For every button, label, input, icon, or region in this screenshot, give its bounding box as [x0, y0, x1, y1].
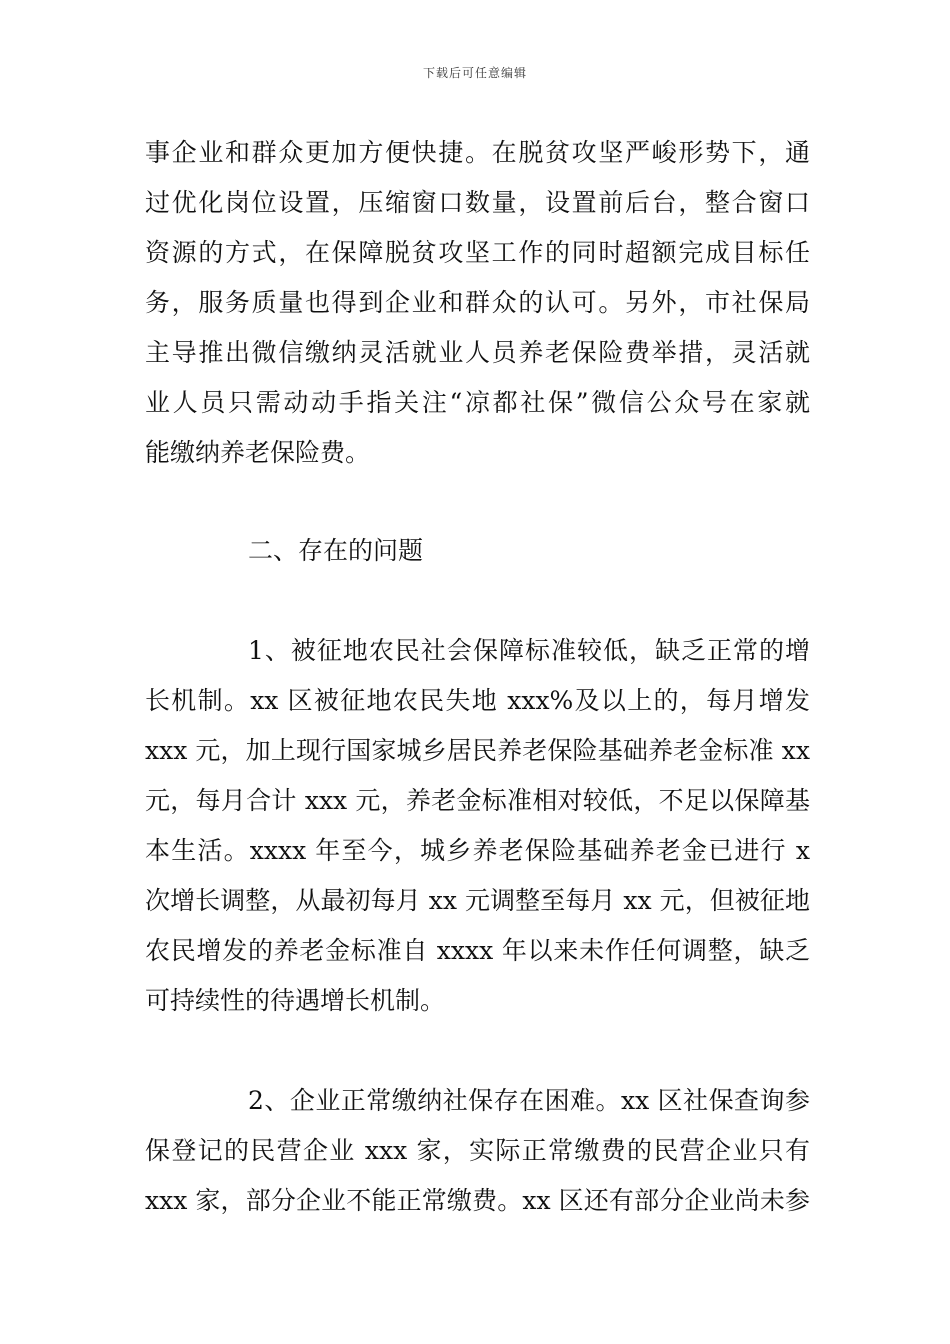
- paragraph-line: xxx 元，加上现行国家城乡居民养老保险基础养老金标准 xx: [145, 736, 810, 765]
- paragraph-line: 资源的方式，在保障脱贫攻坚工作的同时超额完成目标任: [145, 238, 810, 267]
- paragraph-line: 2、企业正常缴纳社保存在困难。xx 区社保查询参: [248, 1086, 810, 1115]
- paragraph-line: 元，每月合计 xxx 元，养老金标准相对较低，不足以保障基: [145, 786, 810, 815]
- paragraph-line: 农民增发的养老金标准自 xxxx 年以来未作任何调整，缺乏: [145, 936, 810, 965]
- paragraph-line: 可持续性的待遇增长机制。: [145, 986, 446, 1015]
- section-heading: 二、存在的问题: [248, 536, 424, 565]
- paragraph-line: 过优化岗位设置，压缩窗口数量，设置前后台，整合窗口: [145, 188, 810, 217]
- paragraph-1: [145, 128, 810, 478]
- paragraph-line: 本生活。xxxx 年至今，城乡养老保险基础养老金已进行 x: [145, 836, 810, 865]
- page-header: 下载后可任意编辑: [422, 66, 527, 80]
- paragraph-3: [145, 1076, 810, 1226]
- paragraph-line: 次增长调整，从最初每月 xx 元调整至每月 xx 元，但被征地: [145, 886, 810, 915]
- paragraph-line: xxx 家，部分企业不能正常缴费。xx 区还有部分企业尚未参: [145, 1186, 810, 1215]
- paragraph-line: 业人员只需动动手指关注“凉都社保”微信公众号在家就: [145, 388, 810, 417]
- paragraph-line: 能缴纳养老保险费。: [145, 438, 371, 467]
- paragraph-line: 长机制。xx 区被征地农民失地 xxx%及以上的，每月增发: [145, 686, 810, 715]
- paragraph-line: 保登记的民营企业 xxx 家，实际正常缴费的民营企业只有: [145, 1136, 810, 1165]
- paragraph-line: 事企业和群众更加方便快捷。在脱贫攻坚严峻形势下，通: [145, 138, 810, 167]
- paragraph-2: [145, 626, 810, 1026]
- spacer: [145, 1026, 810, 1076]
- spacer: [145, 576, 810, 626]
- paragraph-line: 1、被征地农民社会保障标准较低，缺乏正常的增: [248, 636, 810, 665]
- spacer: [145, 478, 810, 526]
- paragraph-line: 务，服务质量也得到企业和群众的认可。另外，市社保局: [145, 288, 810, 317]
- document-body: [145, 128, 810, 1226]
- paragraph-line: 主导推出微信缴纳灵活就业人员养老保险费举措，灵活就: [145, 338, 810, 367]
